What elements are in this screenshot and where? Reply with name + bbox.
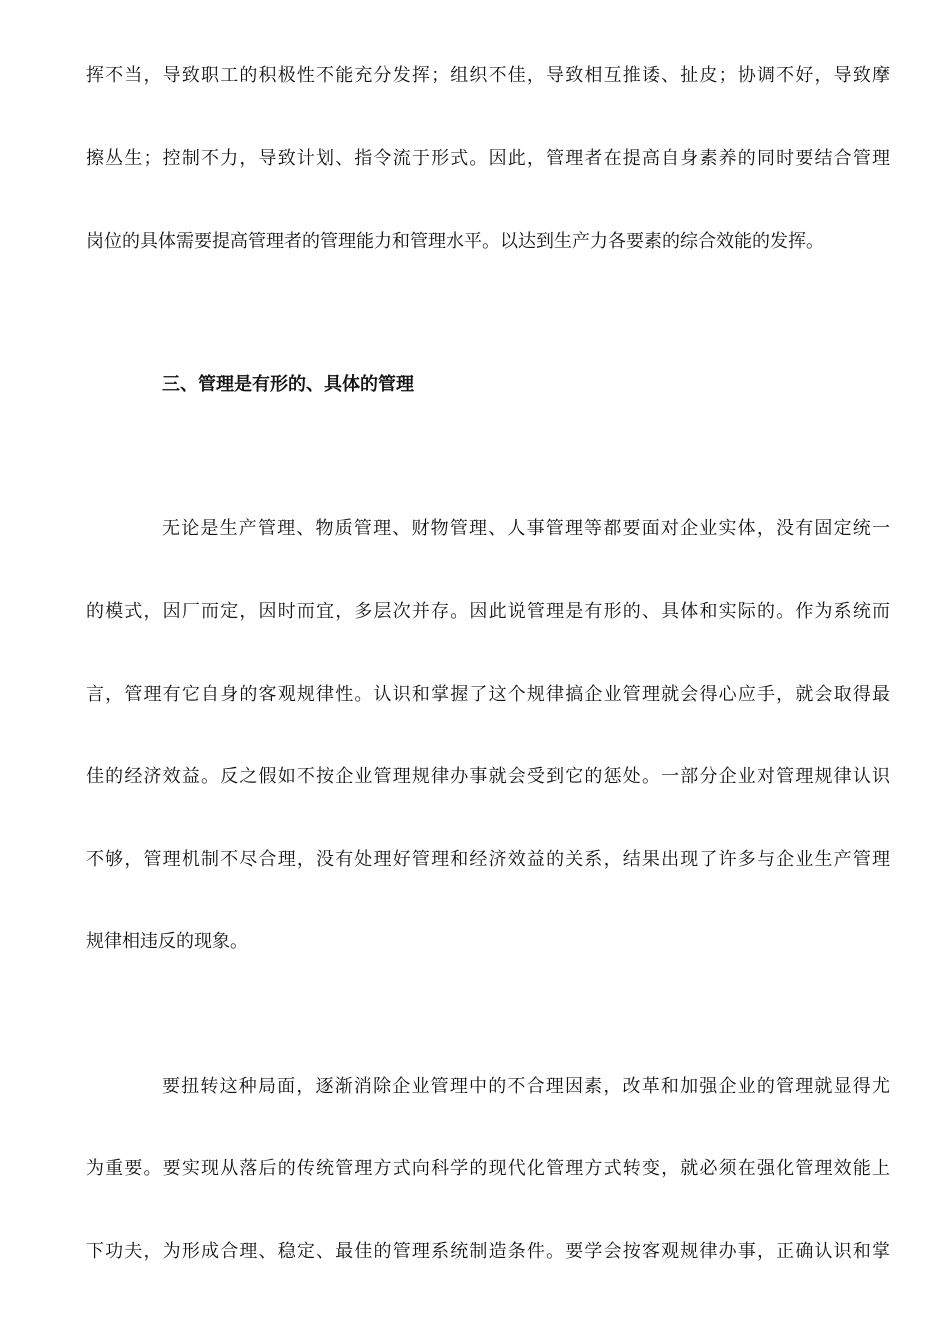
paragraph-line: 不够，管理机制不尽合理，没有处理好管理和经济效益的关系，结果出现了许多与企业生产管理 xyxy=(86,849,890,870)
section-heading: 三、管理是有形的、具体的管理 xyxy=(162,374,414,395)
paragraph-line: 为重要。要实现从落后的传统管理方式向科学的现代化管理方式转变，就必须在强化管理效能上 xyxy=(86,1158,890,1179)
paragraph-line: 挥不当，导致职工的积极性不能充分发挥；组织不佳，导致相互推诿、扯皮；协调不好，导致摩 xyxy=(86,65,890,86)
paragraph-line: 规律相违反的现象。 xyxy=(86,931,248,952)
paragraph-line: 下功夫，为形成合理、稳定、最佳的管理系统制造条件。要学会按客观规律办事，正确认识和掌 xyxy=(86,1241,890,1262)
paragraph-line: 言，管理有它自身的客观规律性。认识和掌握了这个规律搞企业管理就会得心应手，就会取得最 xyxy=(86,684,890,705)
paragraph-line: 岗位的具体需要提高管理者的管理能力和管理水平。以达到生产力各要素的综合效能的发挥。 xyxy=(86,231,824,252)
paragraph-line: 擦丛生；控制不力，导致计划、指令流于形式。因此，管理者在提高自身素养的同时要结合管理 xyxy=(86,148,890,169)
paragraph-line: 无论是生产管理、物质管理、财物管理、人事管理等都要面对企业实体，没有固定统一 xyxy=(162,518,890,539)
paragraph-line: 佳的经济效益。反之假如不按企业管理规律办事就会受到它的惩处。一部分企业对管理规律认识 xyxy=(86,766,890,787)
paragraph-line: 的模式，因厂而定，因时而宜，多层次并存。因此说管理是有形的、具体和实际的。作为系统而 xyxy=(86,601,890,622)
paragraph-line: 要扭转这种局面，逐渐消除企业管理中的不合理因素，改革和加强企业的管理就显得尤 xyxy=(162,1076,890,1097)
